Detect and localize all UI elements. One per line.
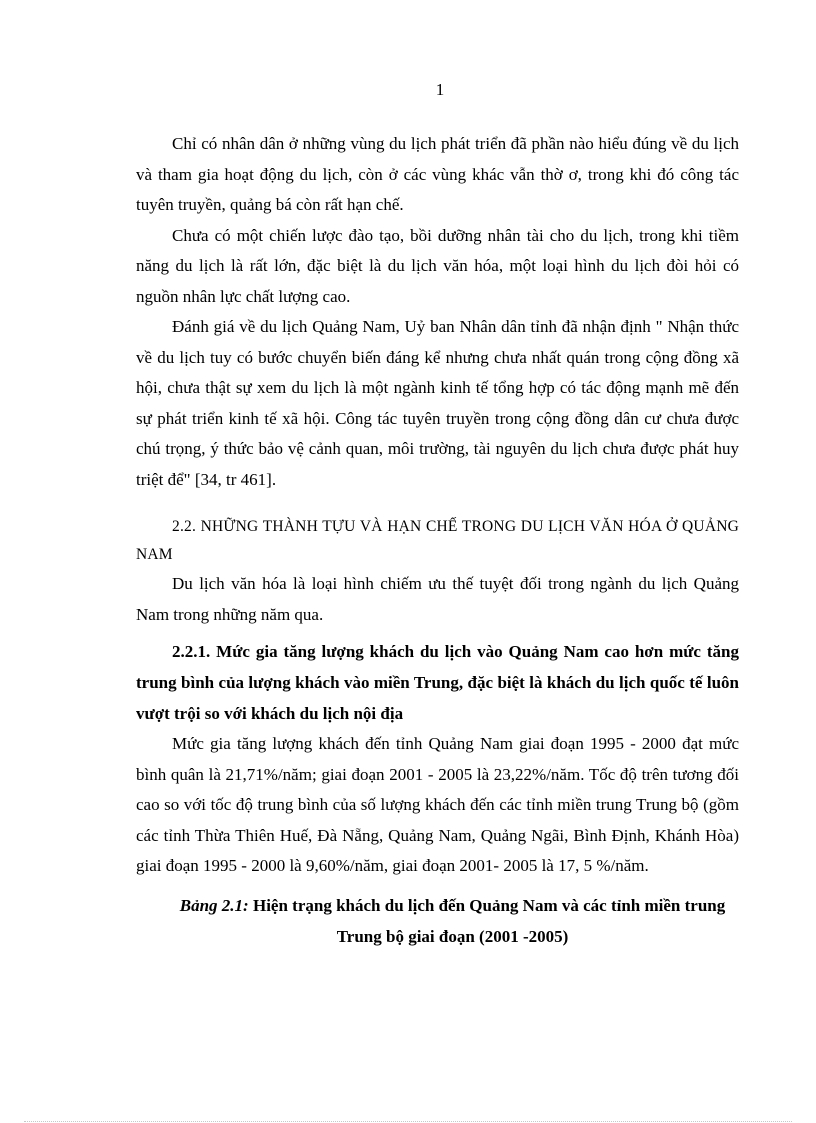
table-caption-text: Hiện trạng khách du lịch đến Quảng Nam và các tỉnh miền trung Trung bộ giai đoạn (2001 -2005) xyxy=(248,895,726,946)
table-caption xyxy=(136,890,739,952)
paragraph-cultural-tourism: Du lịch văn hóa là loại hình chiếm ưu thế tuyệt đối trong ngành du lịch Quảng Nam trong những năm qua. xyxy=(136,574,739,624)
page-bottom-divider xyxy=(24,1121,792,1122)
paragraph-committee-assessment: Đánh giá về du lịch Quảng Nam, Uỷ ban Nhân dân tỉnh đã nhận định " Nhận thức về du lịch tuy có bước chuyển biến đáng kể nhưng chưa nhất quán trong cộng đồng xã hội, chưa thật sự xem du lịch là một ngành kinh tế tổng hợp có tác động mạnh mẽ đến sự phát triển kinh tế xã hội. Công tác tuyên truyền trong cộng đồng dân cư chưa được chú trọng, ý thức bảo vệ cảnh quan, môi trường, tài nguyên du lịch chưa được phát huy triệt để" [34, tr 461]. xyxy=(136,317,739,489)
paragraph-growth-rates: Mức gia tăng lượng khách đến tỉnh Quảng Nam giai đoạn 1995 - 2000 đạt mức bình quân là 21,71%/năm; giai đoạn 2001 - 2005 là 23,22%/năm. Tốc độ trên tương đối cao so với tốc độ trung bình của số lượng khách đến các tỉnh miền trung Trung bộ (gồm các tỉnh Thừa Thiên Huế, Đà Nẵng, Quảng Nam, Quảng Ngãi, Bình Định, Khánh Hòa) giai đoạn 1995 - 2000 là 9,60%/năm, giai đoạn 2001- 2005 là 17, 5 %/năm. xyxy=(136,734,739,875)
section-heading: 2.2. NHỮNG THÀNH TỰU VÀ HẠN CHẾ TRONG DU LỊCH VĂN HÓA Ở QUẢNG NAM xyxy=(136,518,739,563)
paragraph-public-awareness: Chỉ có nhân dân ở những vùng du lịch phát triển đã phần nào hiểu đúng về du lịch và tham gia hoạt động du lịch, còn ở các vùng khác vẫn thờ ơ, trong khi đó công tác tuyên truyền, quảng bá còn rất hạn chế. xyxy=(136,134,739,214)
page-number: 1 xyxy=(435,80,445,99)
subsection-heading: 2.2.1. Mức gia tăng lượng khách du lịch vào Quảng Nam cao hơn mức tăng trung bình của lượng khách vào miền Trung, đặc biệt là khách du lịch quốc tế luôn vượt trội so với khách du lịch nội địa xyxy=(136,642,739,723)
paragraph-training-strategy: Chưa có một chiến lược đào tạo, bồi dưỡng nhân tài cho du lịch, trong khi tiềm năng du lịch là rất lớn, đặc biệt là du lịch văn hóa, một loại hình du lịch đòi hỏi có nguồn nhân lực chất lượng cao. xyxy=(136,225,739,306)
document-body xyxy=(136,129,739,952)
table-caption-label: Bảng 2.1: xyxy=(179,895,249,915)
